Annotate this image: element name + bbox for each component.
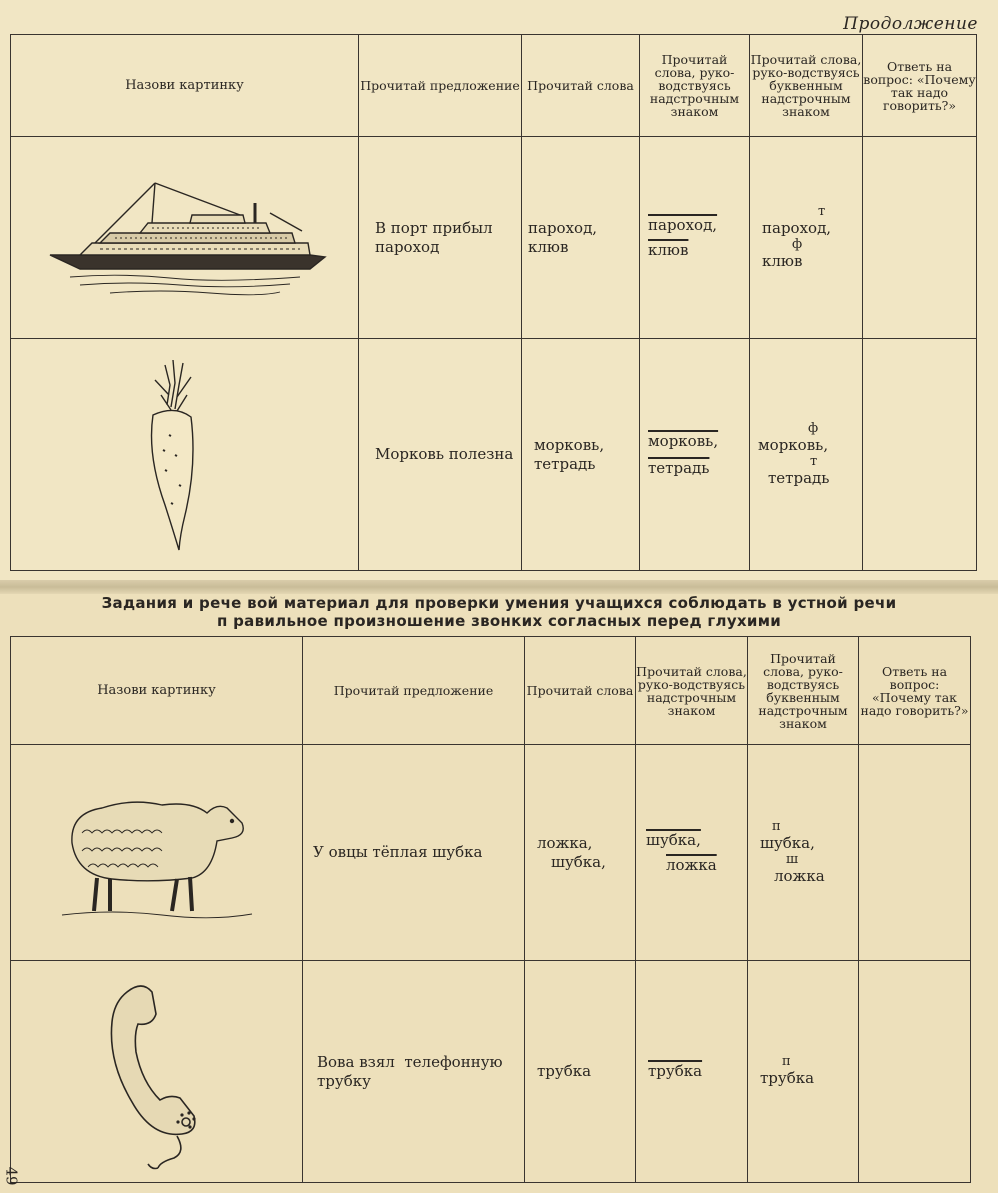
telephone-receiver-icon [82,972,232,1172]
answer-cell [859,961,971,1183]
marked-word-text: морковь, [648,431,719,450]
letter-mark: ш [786,851,799,867]
sentence-text: В порт прибыл пароход [375,218,493,256]
sentence-text: Вова взял телефонную трубку [317,1052,508,1090]
table-row [11,745,971,961]
sheep-icon [52,783,262,923]
header-read-words-marks: Прочитай слова, руко-водствуясь надстрочным знаком [640,35,750,137]
answer-cell [859,745,971,961]
section-title [0,594,998,630]
page-number: 49 [2,1166,21,1186]
word-text: трубка [537,1062,592,1080]
word-text: тетрадь [534,454,596,473]
lettered-word-text: клюв [762,251,803,270]
marked-word-text: тетрадь [648,458,710,477]
word-text: ложка, [537,833,593,852]
sentence-text: У овцы тёплая шубка [313,843,483,861]
answer-cell [863,137,977,339]
header-answer: Ответь на вопрос: «Почему так надо говорить?» [859,637,971,745]
section-title-line2: п равильное произношение звонких согласных перед глухими [216,612,782,630]
lettered-word-text: трубка [760,1069,815,1087]
header-name-picture: Назови картинку [11,35,359,137]
continuation-label: Продолжение [843,14,978,34]
section-title-line1: Задания и рече вой материал для проверки умения учащихся соблюдать в устной речи [101,594,897,612]
header-read-words-letters: Прочитай слова, руко-водствуясь буквенным надстрочным знаком [750,35,863,137]
word-text: клюв [528,237,569,256]
answer-cell [863,339,977,571]
header-read-sentence: Прочитай предложение [359,35,522,137]
header-read-words-marks: Прочитай слова, руко-водствуясь надстрочным знаком [636,637,748,745]
header-name-picture: Назови картинку [11,637,303,745]
sentence-text: Морковь полезна [375,445,514,463]
lettered-word-text: пароход, [762,218,832,237]
steamship-icon [40,173,330,303]
page-fold [0,580,998,594]
marked-word-text: клюв [648,240,689,259]
header-answer: Ответь на вопрос: «Почему так надо говорить?» [863,35,977,137]
header-read-words-letters: Прочитай слова, руко-водствуясь буквенным надстрочным знаком [748,637,859,745]
picture-cell [11,339,359,571]
header-read-sentence: Прочитай предложение [303,637,525,745]
letter-mark: т [818,203,826,219]
marked-word-text: пароход, [648,215,718,234]
table-row [11,339,977,571]
letter-mark: ф [808,420,819,436]
word-text: шубка, [551,852,606,871]
picture-cell [11,961,303,1183]
lettered-word-text: шубка, [760,833,815,852]
lettered-word-text: ложка [774,866,825,885]
marked-word-text: шубка, [646,830,701,849]
marked-word-text: трубка [648,1062,703,1080]
letter-mark: п [782,1054,791,1069]
header-read-words: Прочитай слова [525,637,636,745]
letter-mark: п [772,818,781,834]
header-read-words: Прочитай слова [522,35,640,137]
marked-word-text: ложка [666,855,717,874]
letter-mark: ф [792,236,803,252]
picture-cell [11,137,359,339]
table-row [11,137,977,339]
picture-cell [11,745,303,961]
letter-mark: т [810,453,818,469]
lettered-word-text: морковь, [758,435,829,454]
carrot-icon [125,355,245,555]
table-row [11,961,971,1183]
lettered-word-text: тетрадь [768,468,830,487]
top-table [10,34,977,571]
bottom-table [10,636,971,1183]
word-text: морковь, [534,435,605,454]
word-text: пароход, [528,218,598,237]
